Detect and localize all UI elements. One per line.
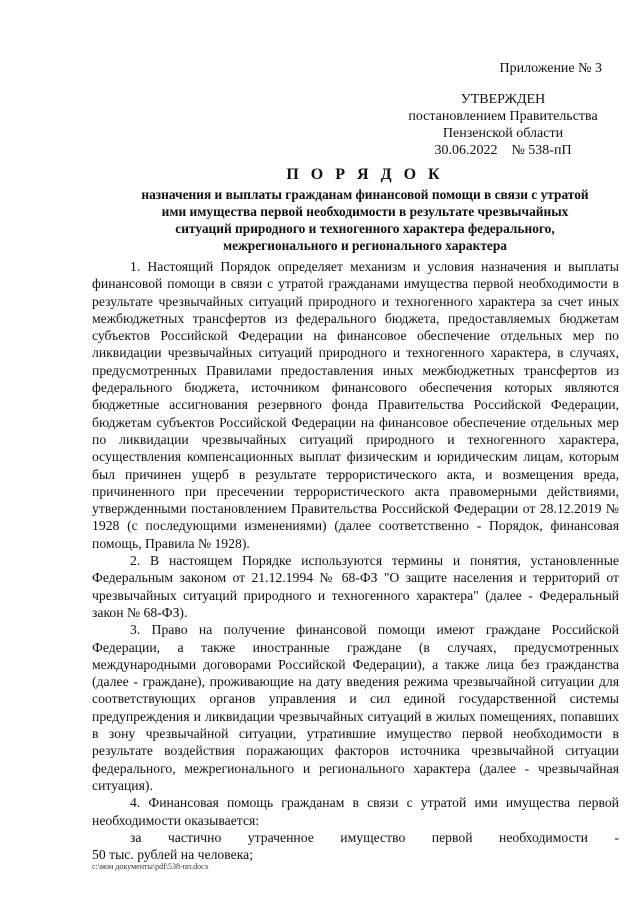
- list-word: -: [614, 829, 619, 845]
- list-word: необходимости: [499, 829, 588, 845]
- subtitle-line: ситуаций природного и техногенного характера федерального,: [175, 221, 555, 236]
- file-path-footer: c:\мои документы\pdf\538-пп.docx: [92, 862, 209, 871]
- list-word: частично: [167, 829, 222, 845]
- list-item-tail: 50 тыс. рублей на человека;: [92, 847, 254, 863]
- document-title: П О Р Я Д О К: [286, 166, 444, 183]
- paragraph-1: 1. Настоящий Порядок определяет механизм и условия назначения и выплаты финансовой помощи в связи с утратой гражданами имущества первой необходимости в результате чрезвычайных ситуаций природного и техногенного характера за счет иных межбюджетных трансфертов из федерального бюджета, предоставляемых бюджетам субъектов Российской Федерации на финансовое обеспечение отдельных мер по ликвидации чрезвычайных ситуаций природного и техногенного характера, в случаях, предусмотренных Правилами предоставления иных межбюджетных трансфертов из федерального бюджета, источником финансового обеспечения которых являются бюджетные ассигнования резервного фонда Правительства Российской Федерации, бюджетам субъектов Российской Федерации на финансовое обеспечение отдельных мер по ликвидации чрезвычайных ситуаций природного и техногенного характера, осуществления компенсационных выплат физическим и юридическим лицам, которым был причинен ущерб в результате террористического акта, и возмещения вреда, причиненного при пресечении террористического акта правомерными действиями, утвержденными постановлением Правительства Российской Федерации от 28.12.2019 № 1928 (с последующими изменениями) (далее соответственно - Порядок, финансовая помощь, Правила № 1928).: [92, 259, 619, 551]
- paragraph-3: 3. Право на получение финансовой помощи имеют граждане Российской Федерации, а также иностранные граждане (в случаях, предусмотренных международными договорами Российской Федерации), а также лица без гражданства (далее - граждане), проживающие на дату введения режима чрезвычайной ситуации для соответствующих органов управления и сил единой государственной системы предупреждения и ликвидации чрезвычайных ситуаций в жилых помещениях, попавших в зону чрезвычайной ситуации, утратившие имущество первой необходимости в результате воздействия поражающих факторов источника чрезвычайной ситуации федерального, межрегионального и регионального характера (далее - чрезвычайная ситуация).: [92, 622, 619, 793]
- list-word: первой: [431, 829, 473, 845]
- decree-label: постановлением Правительства: [408, 109, 598, 124]
- list-word: утраченное: [247, 829, 314, 845]
- paragraph-4: 4. Финансовая помощь гражданам в связи с утратой ими имущества первой необходимости оказывается:: [92, 795, 619, 828]
- subtitle-line: назначения и выплаты гражданам финансовой помощи в связи с утратой: [141, 187, 589, 202]
- appendix-label: Приложение № 3: [499, 61, 602, 76]
- approved-label: УТВЕРЖДЕН: [460, 92, 546, 107]
- date-number-label: 30.06.2022 № 538-пП: [434, 143, 572, 158]
- document-subtitle: [92, 186, 638, 254]
- subtitle-line: межрегионального и регионального характера: [223, 238, 507, 253]
- list-word: имущество: [340, 829, 406, 845]
- approval-stamp: [374, 60, 604, 159]
- document-body: [92, 258, 619, 863]
- list-word: за: [130, 829, 142, 845]
- document-heading: [92, 166, 638, 254]
- paragraph-2: 2. В настоящем Порядке используются термины и понятия, установленные Федеральным законом от 21.12.1994 № 68-ФЗ "О защите населения и территорий от чрезвычайных ситуаций природного и техногенного характера" (далее - Федеральный закон № 68-ФЗ).: [92, 553, 619, 620]
- subtitle-line: ими имущества первой необходимости в результате чрезвычайных: [161, 204, 569, 219]
- region-label: Пензенской области: [442, 126, 564, 141]
- list-item-row: [92, 829, 619, 846]
